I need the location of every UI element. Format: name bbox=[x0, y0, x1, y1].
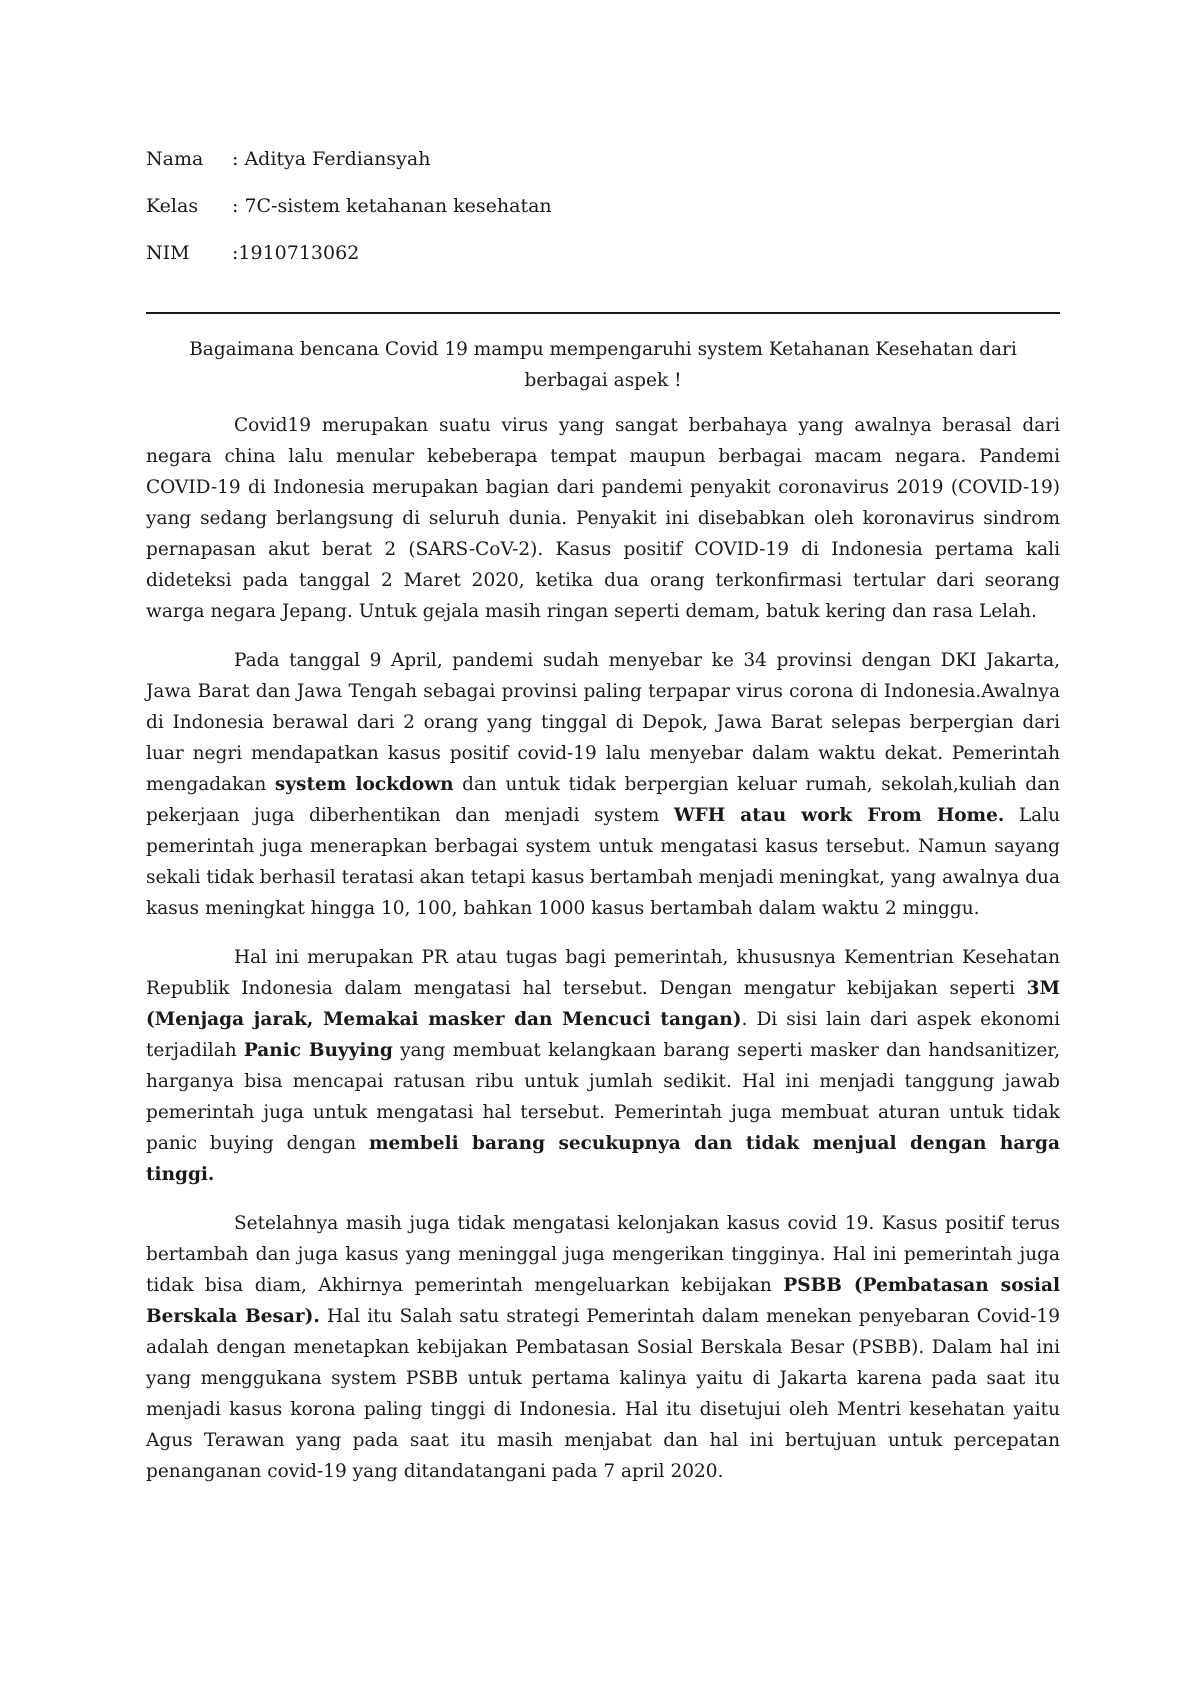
essay-body bbox=[146, 410, 1060, 1505]
essay-question-title bbox=[146, 334, 1060, 396]
paragraph-1: Covid19 merupakan suatu virus yang sangat berbahaya yang awalnya berasal dari negara china lalu menular kebeberapa tempat maupun berbagai macam negara. Pandemi COVID-19 di Indonesia merupakan bagian dari pandemi penyakit coronavirus 2019 (COVID-19) yang sedang berlangsung di seluruh dunia. Penyakit ini disebabkan oleh koronavirus sindrom pernapasan akut berat 2 (SARS-CoV-2). Kasus positif COVID-19 di Indonesia pertama kali dideteksi pada tanggal 2 Maret 2020, ketika dua orang terkonfirmasi tertular dari seorang warga negara Jepang. Untuk gejala masih ringan seperti demam, batuk kering dan rasa Lelah. bbox=[146, 415, 1060, 622]
nim-value: :1910713062 bbox=[232, 242, 360, 264]
paragraph-3 bbox=[146, 942, 1060, 1190]
header-divider bbox=[146, 312, 1060, 314]
p2-text-3: Lalu pemerintah juga menerapkan berbagai system untuk mengatasi kasus tersebut. Namun sayang sekali tidak berhasil teratasi akan tetapi kasus bertambah menjadi meningkat, yang awalnya dua kasus meningkat hingga 10, 100, bahkan 1000 kasus bertambah dalam waktu 2 minggu. bbox=[146, 805, 1060, 919]
p3-text-3: yang membuat kelangkaan barang seperti masker dan handsanitizer, harganya bisa mencapai ratusan ribu untuk jumlah sedikit. Hal ini menjadi tanggung jawab pemerintah juga untuk mengatasi hal tersebut. Pemerintah juga membuat aturan untuk tidak panic buying dengan bbox=[146, 1040, 1060, 1154]
p3-bold-secukupnya: membeli barang secukupnya dan tidak menjual dengan harga tinggi. bbox=[146, 1133, 1060, 1185]
title-line-2: berbagai aspek ! bbox=[524, 370, 682, 391]
class-label: Kelas bbox=[146, 195, 199, 217]
p4-bold-psbb: PSBB (Pembatasan sosial Berskala Besar). bbox=[146, 1275, 1060, 1327]
title-line-1: Bagaimana bencana Covid 19 mampu mempengaruhi system Ketahanan Kesehatan dari bbox=[189, 339, 1017, 360]
paragraph-4 bbox=[146, 1208, 1060, 1487]
p3-bold-3m: 3M (Menjaga jarak, Memakai masker dan Mencuci tangan) bbox=[146, 978, 1060, 1030]
p2-bold-lockdown: system lockdown bbox=[274, 774, 454, 795]
p3-bold-panic-buying: Panic Buyying bbox=[243, 1040, 393, 1061]
name-value: : Aditya Ferdiansyah bbox=[232, 148, 431, 170]
p2-bold-wfh: WFH atau work From Home. bbox=[673, 805, 1005, 826]
nim-label: NIM bbox=[146, 242, 190, 264]
paragraph-2 bbox=[146, 645, 1060, 924]
name-label: Nama bbox=[146, 148, 204, 170]
p4-text-1: Setelahnya masih juga tidak mengatasi kelonjakan kasus covid 19. Kasus positif terus bertambah dan juga kasus yang meninggal juga mengerikan tingginya. Hal ini pemerintah juga tidak bisa diam, Akhirnya pemerintah mengeluarkan kebijakan bbox=[146, 1213, 1060, 1296]
class-value: : 7C-sistem ketahanan kesehatan bbox=[232, 195, 552, 217]
p2-text-2: dan untuk tidak berpergian keluar rumah, sekolah,kuliah dan pekerjaan juga diberhentikan dan menjadi system bbox=[146, 774, 1061, 826]
p4-text-2: Hal itu Salah satu strategi Pemerintah dalam menekan penyebaran Covid-19 adalah dengan menetapkan kebijakan Pembatasan Sosial Berskala Besar (PSBB). Dalam hal ini yang menggukana system PSBB untuk pertama kalinya yaitu di Jakarta karena pada saat itu menjadi kasus korona paling tinggi di Indonesia. Hal itu disetujui oleh Mentri kesehatan yaitu Agus Terawan yang pada saat itu masih menjabat dan hal ini bertujuan untuk percepatan penanganan covid-19 yang ditandatangani pada 7 april 2020. bbox=[146, 1306, 1060, 1482]
p2-text-1: Pada tanggal 9 April, pandemi sudah menyebar ke 34 provinsi dengan DKI Jakarta, Jawa Barat dan Jawa Tengah sebagai provinsi paling terpapar virus corona di Indonesia.Awalnya di Indonesia berawal dari 2 orang yang tinggal di Depok, Jawa Barat selepas berpergian dari luar negri mendapatkan kasus positif covid-19 lalu menyebar dalam waktu dekat. Pemerintah mengadakan bbox=[146, 650, 1060, 795]
p3-text-2: . Di sisi lain dari aspek ekonomi terjadilah bbox=[146, 1009, 1060, 1061]
p3-text-1: Hal ini merupakan PR atau tugas bagi pemerintah, khususnya Kementrian Kesehatan Republik Indonesia dalam mengatasi hal tersebut. Dengan mengatur kebijakan seperti bbox=[146, 947, 1060, 999]
